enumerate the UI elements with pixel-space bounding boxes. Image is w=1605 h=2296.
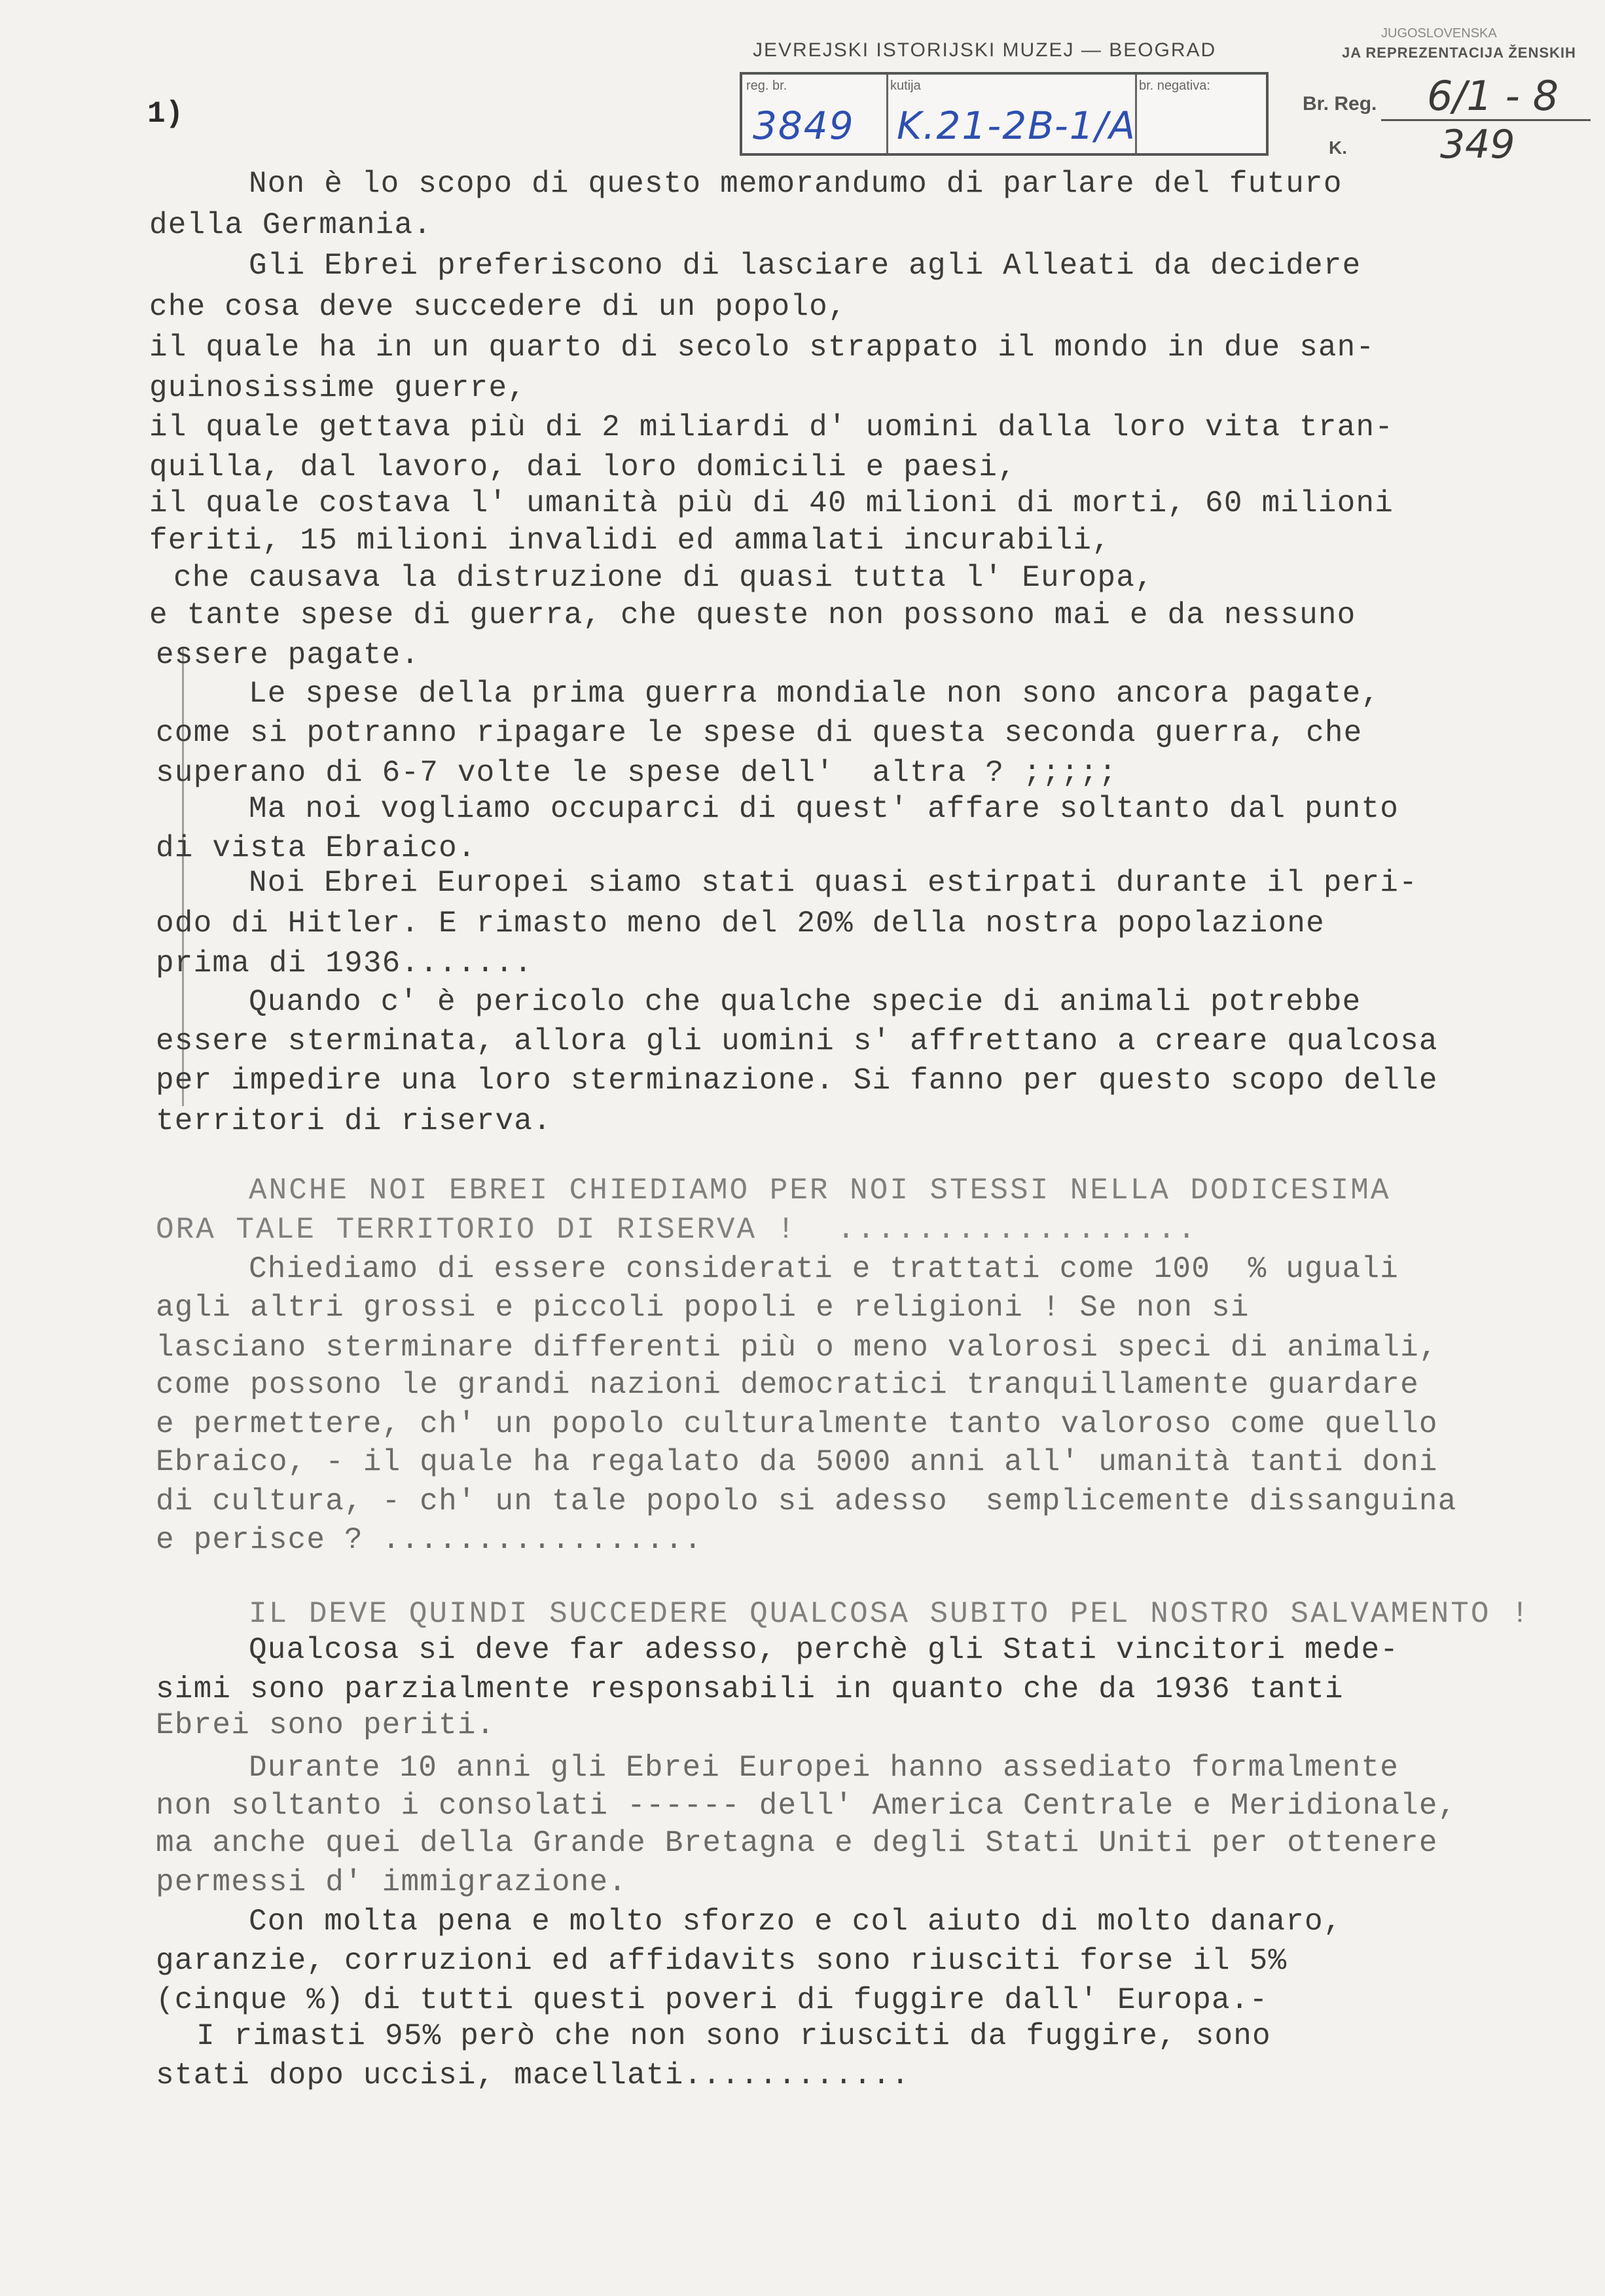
text-line: essere pagate.	[156, 638, 420, 672]
text-line: come si potranno ripagare le spese di questa seconda guerra, che	[156, 716, 1363, 750]
stamp-reg-label: reg. br.	[746, 79, 787, 93]
text-line: territori di riserva.	[156, 1104, 552, 1138]
text-line: di cultura, - ch' un tale popolo si adesso semplicemente dissanguina	[156, 1484, 1457, 1518]
text-line: Ma noi vogliamo occuparci di quest' affare soltanto dal punto	[249, 792, 1399, 826]
text-line: per impedire una loro sterminazione. Si fanno per questo scopo delle	[156, 1064, 1438, 1098]
text-line: simi sono parzialmente responsabili in quanto che da 1936 tanti	[156, 1672, 1344, 1706]
stamp-reg-value: 3849	[753, 103, 855, 148]
stamp-box	[740, 72, 1269, 156]
text-line: permessi d' immigrazione.	[156, 1865, 628, 1899]
stamp-negative-cell	[1135, 75, 1266, 153]
registry-reg-value: 6/1 - 8	[1427, 72, 1559, 120]
text-line: il quale ha in un quarto di secolo strappato il mondo in due san-	[149, 331, 1375, 365]
text-line: e permettere, ch' un popolo culturalmente tanto valoroso come quello	[156, 1407, 1438, 1441]
text-line: non soltanto i consolati ------ dell' America Centrale e Meridionale,	[156, 1789, 1457, 1823]
text-line: feriti, 15 milioni invalidi ed ammalati incurabili,	[149, 524, 1111, 558]
text-line: ma anche quei della Grande Bretagna e degli Stati Uniti per ottenere	[156, 1826, 1438, 1860]
registry-k-label: K.	[1329, 137, 1347, 158]
text-line: Non è lo scopo di questo memorandumo di parlare del futuro	[249, 167, 1343, 201]
registry-k-value: 349	[1440, 122, 1515, 168]
text-line: che cosa deve succedere di un popolo,	[149, 290, 847, 324]
text-line: Quando c' è pericolo che qualche specie di animali potrebbe	[249, 985, 1362, 1019]
stamp-box-cell	[886, 75, 1137, 153]
text-line: di vista Ebraico.	[156, 831, 477, 865]
registry-reg-label: Br. Reg.	[1303, 93, 1377, 115]
text-line: quilla, dal lavoro, dai loro domicili e paesi,	[149, 450, 1017, 484]
text-line: che causava la distruzione di quasi tutta l' Europa,	[173, 561, 1154, 595]
stamp-box-value: K.21-2B-1/A	[897, 103, 1136, 148]
text-line-caps: ANCHE NOI EBREI CHIEDIAMO PER NOI STESSI NELLA DODICESIMA	[249, 1174, 1391, 1208]
text-line: garanzie, corruzioni ed affidavits sono riusciti forse il 5%	[156, 1944, 1288, 1978]
text-line: odo di Hitler. E rimasto meno del 20% della nostra popolazione	[156, 906, 1325, 941]
registry-header	[1303, 26, 1591, 170]
registry-org-line2: JA REPREZENTACIJA ŽENSKIH	[1342, 45, 1576, 61]
text-line: Noi Ebrei Europei siamo stati quasi estirpati durante il peri-	[249, 866, 1418, 900]
text-line: come possono le grandi nazioni democratici tranquillamente guardare	[156, 1368, 1419, 1402]
text-line-caps: ORA TALE TERRITORIO DI RISERVA ! ..................	[156, 1213, 1198, 1247]
text-line: Qualcosa si deve far adesso, perchè gli Stati vincitori mede-	[249, 1633, 1399, 1667]
text-line: I rimasti 95% però che non sono riusciti da fuggire, sono	[196, 2019, 1271, 2053]
stamp-negative-label: br. negativa:	[1139, 79, 1210, 93]
archive-stamp	[740, 39, 1283, 164]
text-line: prima di 1936.......	[156, 946, 533, 980]
page-number: 1)	[147, 97, 184, 131]
text-line: e perisce ? .................	[156, 1523, 703, 1557]
text-line: superano di 6-7 volte le spese dell' altra ? ;;;;;	[156, 756, 1118, 790]
text-line: agli altri grossi e piccoli popoli e religioni ! Se non si	[156, 1291, 1250, 1325]
text-line: Con molta pena e molto sforzo e col aiuto di molto danaro,	[249, 1905, 1343, 1939]
text-line-caps: IL DEVE QUINDI SUCCEDERE QUALCOSA SUBITO PEL NOSTRO SALVAMENTO !	[249, 1597, 1531, 1631]
text-line: Durante 10 anni gli Ebrei Europei hanno assediato formalmente	[249, 1751, 1399, 1785]
text-line: il quale gettava più di 2 miliardi d' uomini dalla loro vita tran-	[149, 410, 1394, 444]
text-line: essere sterminata, allora gli uomini s' affrettano a creare qualcosa	[156, 1024, 1438, 1058]
text-line: Ebrei sono periti.	[156, 1708, 496, 1742]
text-line: Chiediamo di essere considerati e trattati come 100 % uguali	[249, 1252, 1399, 1286]
registry-org-line1: JUGOSLOVENSKA	[1381, 26, 1497, 41]
text-line: Le spese della prima guerra mondiale non sono ancora pagate,	[249, 677, 1380, 711]
text-line: Ebraico, - il quale ha regalato da 5000 anni all' umanità tanti doni	[156, 1445, 1438, 1479]
stamp-museum-name: JEVREJSKI ISTORIJSKI MUZEJ — BEOGRAD	[753, 39, 1217, 61]
text-line: guinosissime guerre,	[149, 371, 527, 405]
text-line: lasciano sterminare differenti più o meno valorosi speci di animali,	[156, 1331, 1438, 1365]
text-line: e tante spese di guerra, che queste non possono mai e da nessuno	[149, 598, 1356, 632]
registry-underline	[1381, 119, 1591, 121]
text-line: Gli Ebrei preferiscono di lasciare agli Alleati da decidere	[249, 249, 1362, 283]
text-line: il quale costava l' umanità più di 40 milioni di morti, 60 milioni	[149, 486, 1394, 520]
stamp-box-label: kutija	[890, 79, 921, 93]
text-line: stati dopo uccisi, macellati............	[156, 2058, 911, 2092]
text-line: (cinque %) di tutti questi poveri di fuggire dall' Europa.-	[156, 1983, 1269, 2017]
stamp-reg-cell	[742, 75, 888, 153]
text-line: della Germania.	[149, 208, 433, 242]
